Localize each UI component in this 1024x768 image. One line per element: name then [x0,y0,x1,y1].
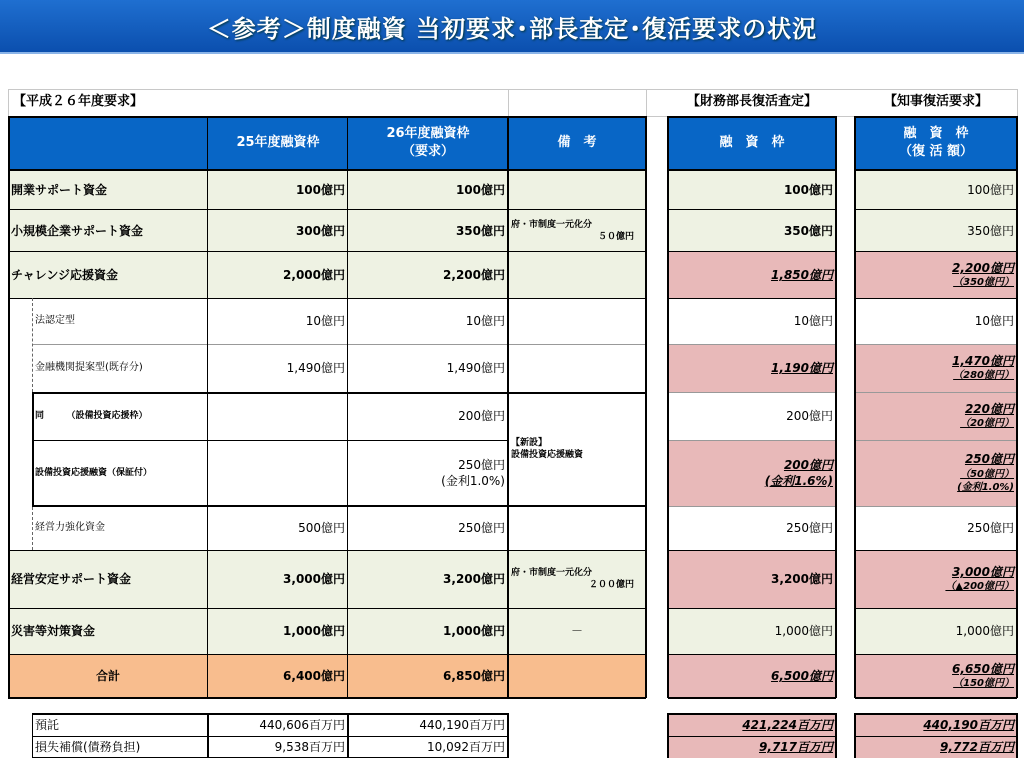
border-line [32,713,508,715]
cell-challenge-fy26: 2,200億円 [348,252,508,298]
border-line [32,757,508,758]
cell-setsubi-finance [668,440,836,506]
cell-keiei-antei-finance: 3,200億円 [668,550,836,608]
cell-sonshitsu-governor: 9,772百万円 [855,736,1017,758]
total-governor-amount: 6,650億円 [952,662,1014,677]
border-line [855,209,1017,210]
keiei-antei-governor-amount: 3,000億円 [952,565,1014,580]
cell-keiei-kyoka-fy26: 250億円 [458,520,505,535]
border-line [855,608,1017,609]
cell-total-finance: 6,500億円 [668,654,836,698]
cell-keiei-antei-governor [855,550,1017,608]
border-line [1016,713,1018,758]
border-line [668,209,836,210]
row-label-shokibo: 小規模企業サポート資金 [8,210,208,252]
cell-kinyu-governor [855,344,1017,392]
cell-saigai-fy26: 1,000億円 [348,608,508,654]
cell-challenge-finance: 1,850億円 [668,252,836,298]
cell-yotaku-governor: 440,190百万円 [855,714,1017,736]
border-line [507,713,509,758]
grid-line [1017,89,1018,116]
border-line [668,169,836,171]
cell-kinyu-fy26: 1,490億円 [446,360,505,375]
setsubi-governor-amount: 250億円 [964,452,1014,467]
section-label-request: 【平成２６年度要求】 [13,94,144,110]
border-line [668,736,836,737]
border-line [855,506,1017,507]
cell-shokibo-note [508,210,646,252]
border-line [668,116,836,118]
note-new: 【新設】 [511,437,548,448]
border-line [855,550,1017,551]
cell-yotaku-fy25: 440,606百万円 [259,717,345,732]
cell-hounin-governor: 10億円 [974,313,1014,328]
cell-setsubi-fy25 [208,440,348,506]
border-line [854,713,856,758]
row-label-keiei-antei: 経営安定サポート資金 [8,550,208,608]
cell-saigai-note: － [508,608,646,654]
cell-keiei-kyoka-fy25: 500億円 [298,520,345,535]
cell-yotaku-fy26: 440,190百万円 [419,717,505,732]
cell-shokibo-fy25: 300億円 [208,210,348,252]
row-label-kaigyo: 開業サポート資金 [8,170,208,210]
border-line [855,654,1017,655]
border-line [668,392,836,393]
border-line [1016,116,1018,698]
border-line [854,116,856,698]
border-line [668,251,836,252]
kinyu-governor-amount: 1,470億円 [952,354,1014,369]
border-line [668,713,836,715]
cell-kinyu-finance: 1,190億円 [668,344,836,392]
border-line [668,344,836,345]
cell-keiei-kyoka-governor: 250億円 [967,520,1014,535]
row-label-sonshitsu: 損失補償(債務負担) [35,739,141,754]
cell-hounin-finance: 10億円 [793,313,833,328]
cell-saigai-fy25: 1,000億円 [208,608,348,654]
header-fy26 [348,116,508,170]
cell-new-note [508,392,646,506]
note-unification-amount: ５０億円 [597,232,634,242]
cell-yotaku-finance: 421,224百万円 [668,714,836,736]
section-label-governor: 【知事復活要求】 [883,94,988,110]
border-line [8,251,646,252]
border-line [855,251,1017,252]
cell-saigai-finance: 1,000億円 [668,608,836,654]
border-line [347,116,348,698]
title-banner [0,0,1024,54]
header-governor-line2: （復 活 額） [898,144,974,159]
border-line [207,116,208,698]
dou-governor-amount: 220億円 [964,402,1014,417]
border-line [32,392,646,394]
note-new-name: 設備投資応援融資 [511,450,584,460]
cell-setsubi-fy26 [348,440,508,506]
border-line [835,116,837,698]
dou-governor-increase: （20億円） [960,418,1014,430]
setsubi-fy26-amount: 250億円 [458,457,505,472]
border-line [668,506,836,507]
border-line [32,505,646,507]
border-line [645,116,647,698]
dashed-line [32,298,33,392]
cell-total-fy26: 6,850億円 [348,654,508,698]
border-line [32,344,646,345]
setsubi-finance-amount: 200億円 [783,457,833,472]
setsubi-governor-increase: （50億円） [960,468,1014,480]
challenge-governor-increase: （350億円） [953,277,1014,289]
setsubi-governor-rate: (金利1.0%) [957,482,1014,494]
header-blank [8,116,208,170]
border-line [8,654,646,655]
header-fy26-line1: 26年度融資枠 [386,126,470,142]
note-unification: 府・市制度一元化分 [511,219,593,230]
header-finance: 融 資 枠 [668,116,836,170]
cell-dou-fy25 [208,392,348,440]
cell-saigai-governor: 1,000億円 [855,608,1017,654]
cell-total-note [508,654,646,698]
cell-hounin-fy26: 10億円 [465,313,505,328]
border-line [8,169,646,171]
row-label-yotaku: 預託 [35,717,60,732]
border-line [8,116,646,118]
setsubi-fy26-rate: (金利1.0%) [441,474,505,488]
header-governor-line1: 融 資 枠 [903,126,969,142]
cell-kaigyo-fy25: 100億円 [208,170,348,210]
cell-challenge-governor [855,252,1017,298]
cell-dou-governor [855,392,1017,440]
border-line [668,608,836,609]
cell-sonshitsu-finance: 9,717百万円 [668,736,836,758]
border-line [855,392,1017,393]
cell-sonshitsu-fy26: 10,092百万円 [427,739,505,754]
border-line [667,713,669,758]
cell-keiei-antei-fy26: 3,200億円 [348,550,508,608]
border-line [668,298,836,299]
cell-kaigyo-fy26: 100億円 [348,170,508,210]
border-line [855,440,1017,441]
dashed-line [32,507,33,550]
grid-line [835,116,855,117]
border-line [835,713,837,758]
border-line [855,298,1017,299]
note-unification-amount: ２００億円 [588,580,634,590]
border-line [507,116,509,698]
row-label-kinyu: 金融機関提案型(既存分) [35,362,143,374]
cell-kaigyo-finance: 100億円 [668,170,836,210]
border-line [668,440,836,441]
header-fy26-line2: （要求） [401,144,454,159]
cell-dou-finance: 200億円 [786,408,833,423]
note-unification: 府・市制度一元化分 [511,567,593,578]
border-line [855,713,1017,715]
setsubi-finance-rate: (金利1.6%) [764,474,833,488]
border-line [855,116,1017,118]
cell-shokibo-governor: 350億円 [855,210,1017,252]
section-label-finance: 【財務部長復活査定】 [686,94,817,110]
cell-challenge-note [508,252,646,298]
border-line [8,608,646,609]
cell-total-governor [855,654,1017,698]
grid-line [8,89,9,116]
row-label-total: 合計 [8,654,208,698]
cell-kaigyo-note [508,170,646,210]
cell-keiei-kyoka-finance: 250億円 [786,520,833,535]
border-line [32,713,33,758]
cell-kinyu-fy25: 1,490億円 [286,360,345,375]
row-label-hounin: 法認定型 [35,315,75,327]
row-label-challenge: チャレンジ応援資金 [8,252,208,298]
header-notes: 備 考 [508,116,646,170]
border-line [8,116,10,698]
total-governor-increase: （150億円） [953,678,1014,690]
border-line [32,392,34,507]
border-line [32,736,508,737]
row-label-saigai: 災害等対策資金 [8,608,208,654]
cell-sonshitsu-fy25: 9,538百万円 [274,739,345,754]
row-label-keiei-kyoka: 経営力強化資金 [35,522,105,534]
border-line [668,550,836,551]
cell-keiei-antei-fy25: 3,000億円 [208,550,348,608]
row-label-dou: 同 （設備投資応援枠） [35,410,148,421]
grid-line [508,89,509,116]
header-fy25: 25年度融資枠 [208,116,348,170]
grid-line [646,89,647,116]
cell-challenge-fy25: 2,000億円 [208,252,348,298]
cell-shokibo-fy26: 350億円 [348,210,508,252]
cell-keiei-antei-note [508,550,646,608]
border-line [8,298,646,299]
header-governor [855,116,1017,170]
grid-line [646,116,668,117]
cell-dou-fy26: 200億円 [458,408,505,423]
border-line [207,713,209,758]
border-line [855,697,1017,699]
kinyu-governor-increase: （280億円） [953,370,1014,382]
border-line [668,654,836,655]
border-line [32,440,508,441]
border-line [855,736,1017,737]
cell-setsubi-governor [855,440,1017,506]
border-line [667,116,669,698]
border-line [855,344,1017,345]
border-line [8,209,646,210]
border-line [8,697,646,699]
border-line [347,713,349,758]
keiei-antei-governor-decrease: （▲200億円） [945,581,1014,593]
border-line [8,550,646,551]
page-title: ＜参考＞制度融資 当初要求･部長査定･復活要求の状況 [206,14,818,43]
challenge-governor-amount: 2,200億円 [952,261,1014,276]
cell-total-fy25: 6,400億円 [208,654,348,698]
cell-hounin-fy25: 10億円 [305,313,345,328]
border-line [855,169,1017,171]
row-label-setsubi: 設備投資応援融資（保証付） [35,467,153,478]
cell-shokibo-finance: 350億円 [668,210,836,252]
border-line [668,697,836,699]
cell-kaigyo-governor: 100億円 [855,170,1017,210]
